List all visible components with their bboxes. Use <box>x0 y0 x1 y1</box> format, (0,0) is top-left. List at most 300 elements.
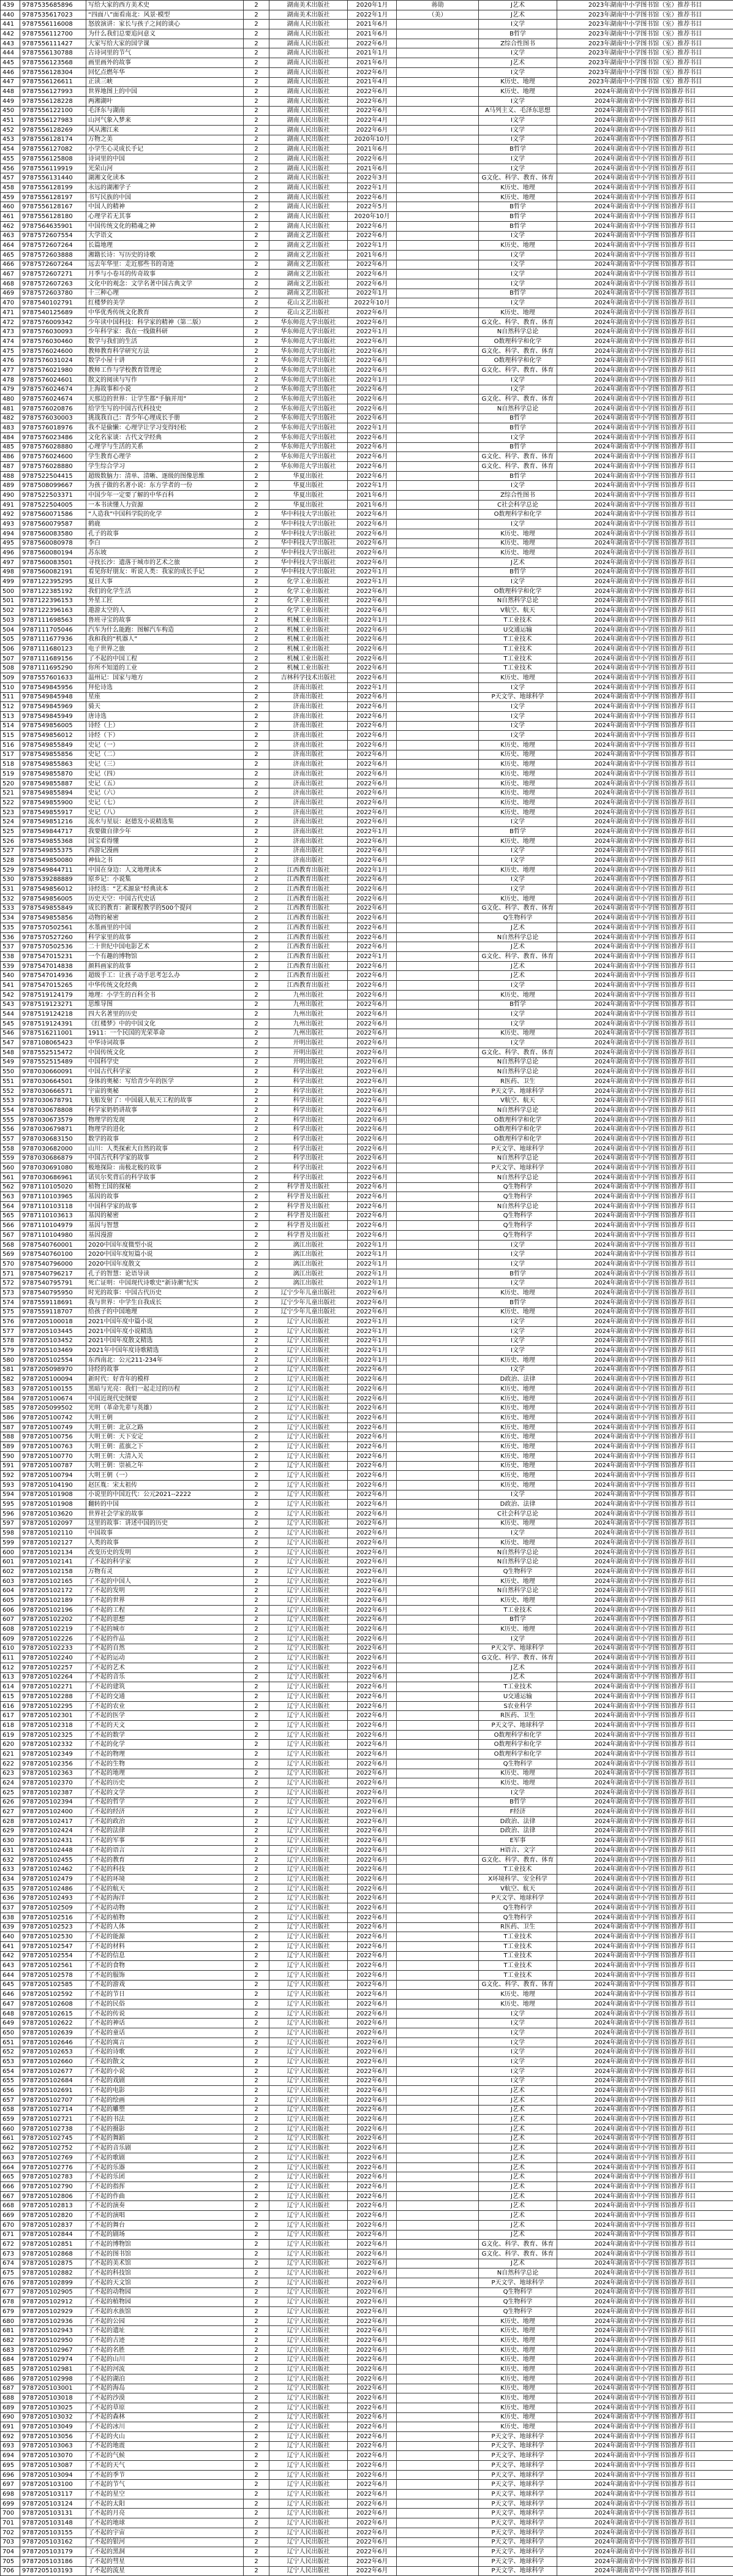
volume-count-cell: 2 <box>244 625 269 635</box>
category-cell: O数理科学和化学 <box>479 1740 557 1750</box>
table-row <box>1 2365 733 2374</box>
isbn-cell: 9787205102899 <box>20 2278 86 2287</box>
publisher-cell: 辽宁人民出版社 <box>269 1605 348 1615</box>
isbn-cell: 9787110104980 <box>20 1231 86 1241</box>
publisher-cell: 辽宁人民出版社 <box>269 1980 348 1990</box>
volume-count-cell: 2 <box>244 2451 269 2461</box>
category-cell: I文学 <box>479 2009 557 2019</box>
table-row <box>1 2412 733 2422</box>
category-cell: O数理科学和化学 <box>479 586 557 596</box>
publisher-cell: 江西教育出版社 <box>269 971 348 981</box>
publisher-cell: 辽宁人民出版社 <box>269 1567 348 1577</box>
list-name-cell: 2024年湖南省中小学图书馆推荐书目 <box>557 1106 733 1116</box>
book-title-cell: 写给大家的西方美术史 <box>86 1 244 10</box>
publisher-cell: 辽宁人民出版社 <box>269 1682 348 1692</box>
book-title-cell: 科学家奶奶讲故事 <box>86 1106 244 1116</box>
row-index-cell: 599 <box>1 1538 20 1548</box>
isbn-cell: 9787205102615 <box>20 2009 86 2019</box>
row-index-cell: 480 <box>1 395 20 404</box>
table-row <box>1 1596 733 1606</box>
publisher-cell: 华中科技大学出版社 <box>269 519 348 529</box>
publish-date-cell: 2022年10月 <box>348 298 397 308</box>
volume-count-cell: 2 <box>244 1865 269 1875</box>
category-cell: I文学 <box>479 846 557 856</box>
publish-date-cell: 2022年6月 <box>348 2144 397 2153</box>
volume-count-cell: 2 <box>244 1288 269 1298</box>
category-cell: I文学 <box>479 1019 557 1029</box>
publish-date-cell: 2022年6月 <box>348 1951 397 1961</box>
author-cell <box>397 1221 479 1231</box>
author-cell <box>397 2028 479 2038</box>
publish-date-cell: 2022年6月 <box>348 586 397 596</box>
publish-date-cell: 2022年6月 <box>348 529 397 538</box>
book-title-cell: 苏东坡 <box>86 548 244 558</box>
table-row <box>1 1567 733 1577</box>
isbn-cell: 9787205102776 <box>20 2162 86 2172</box>
list-name-cell: 2024年湖南省中小学图书馆推荐书目 <box>557 913 733 923</box>
publish-date-cell: 2022年6月 <box>348 2086 397 2096</box>
row-index-cell: 663 <box>1 2153 20 2163</box>
publisher-cell: 辽宁人民出版社 <box>269 2518 348 2528</box>
publish-date-cell: 2022年6月 <box>348 1750 397 1759</box>
list-name-cell: 2024年湖南省中小学图书馆推荐书目 <box>557 2076 733 2086</box>
table-row <box>1 904 733 913</box>
table-row <box>1 2490 733 2499</box>
row-index-cell: 673 <box>1 2249 20 2259</box>
volume-count-cell: 2 <box>244 2345 269 2355</box>
row-index-cell: 459 <box>1 192 20 202</box>
category-cell: I文学 <box>479 2019 557 2028</box>
publisher-cell: 辽宁人民出版社 <box>269 1432 348 1442</box>
category-cell: B哲学 <box>479 221 557 231</box>
publish-date-cell: 2022年6月 <box>348 913 397 923</box>
author-cell <box>397 1547 479 1557</box>
table-row <box>1 1010 733 1019</box>
volume-count-cell: 2 <box>244 87 269 97</box>
author-cell <box>397 1000 479 1010</box>
row-index-cell: 596 <box>1 1509 20 1519</box>
volume-count-cell: 2 <box>244 145 269 154</box>
table-row <box>1 510 733 519</box>
list-name-cell: 2024年湖南省中小学图书馆推荐书目 <box>557 2144 733 2153</box>
list-name-cell: 2024年湖南省中小学图书馆推荐书目 <box>557 1500 733 1509</box>
category-cell: R医药、卫生 <box>479 1922 557 1932</box>
row-index-cell: 515 <box>1 731 20 741</box>
list-name-cell: 2024年湖南省中小学图书馆推荐书目 <box>557 414 733 423</box>
publisher-cell: 辽宁人民出版社 <box>269 1797 348 1807</box>
row-index-cell: 448 <box>1 87 20 97</box>
book-title-cell: 中国古代科学家 <box>86 1067 244 1077</box>
list-name-cell: 2024年湖南省中小学图书馆推荐书目 <box>557 2259 733 2268</box>
table-row <box>1 1346 733 1356</box>
category-cell: G文化、科学、教育、体育 <box>479 2240 557 2249</box>
list-name-cell: 2024年湖南省中小学图书馆推荐书目 <box>557 1317 733 1327</box>
publish-date-cell: 2022年1月 <box>348 952 397 962</box>
category-cell: K历史、地理 <box>479 1442 557 1452</box>
publisher-cell: 机械工业出版社 <box>269 644 348 654</box>
publisher-cell: 湖南人民出版社 <box>269 125 348 135</box>
row-index-cell: 510 <box>1 682 20 692</box>
category-cell: I文学 <box>479 67 557 77</box>
book-title-cell: 改变历史的发明 <box>86 1547 244 1557</box>
publish-date-cell: 2022年6月 <box>348 692 397 702</box>
book-title-cell: 史记（一） <box>86 740 244 750</box>
publish-date-cell: 2022年6月 <box>348 836 397 846</box>
author-cell <box>397 702 479 712</box>
book-title-cell: 国宝看得懂 <box>86 836 244 846</box>
category-cell: B哲学 <box>479 471 557 481</box>
isbn-cell: 9787556128269 <box>20 125 86 135</box>
publisher-cell: 辽宁人民出版社 <box>269 1538 348 1548</box>
row-index-cell: 527 <box>1 846 20 856</box>
row-index-cell: 653 <box>1 2057 20 2067</box>
isbn-cell: 9787205102974 <box>20 2355 86 2365</box>
author-cell <box>397 2278 479 2287</box>
publish-date-cell: 2022年1月 <box>348 375 397 385</box>
isbn-cell: 9787205102196 <box>20 1605 86 1615</box>
table-row <box>1 1000 733 1010</box>
isbn-cell: 9787205102363 <box>20 1769 86 1778</box>
list-name-cell: 2024年湖南省中小学图书馆推荐书目 <box>557 2461 733 2471</box>
list-name-cell: 2024年湖南省中小学图书馆推荐书目 <box>557 432 733 442</box>
table-row <box>1 1096 733 1106</box>
publish-date-cell: 2022年6月 <box>348 885 397 894</box>
table-row <box>1 2566 733 2576</box>
row-index-cell: 549 <box>1 1057 20 1067</box>
table-row <box>1 1644 733 1653</box>
author-cell <box>397 1500 479 1509</box>
book-title-cell: 了不起的小说 <box>86 2066 244 2076</box>
list-name-cell: 2024年湖南省中小学图书馆推荐书目 <box>557 1509 733 1519</box>
publisher-cell: 华东师范大学出版社 <box>269 432 348 442</box>
category-cell: R医药、卫生 <box>479 1711 557 1721</box>
book-title-cell: 星座 <box>86 692 244 702</box>
publish-date-cell: 2022年1月 <box>348 481 397 491</box>
publish-date-cell: 2022年6月 <box>348 308 397 318</box>
category-cell: I文学 <box>479 1634 557 1644</box>
publish-date-cell: 2022年6月 <box>348 1586 397 1596</box>
category-cell: I文学 <box>479 375 557 385</box>
row-index-cell: 618 <box>1 1721 20 1731</box>
list-name-cell: 2024年湖南省中小学图书馆推荐书目 <box>557 96 733 106</box>
publish-date-cell: 2022年6月 <box>348 2547 397 2557</box>
isbn-cell: 9787560083501 <box>20 557 86 567</box>
row-index-cell: 678 <box>1 2297 20 2307</box>
book-title-cell: 了不起的生物 <box>86 1759 244 1769</box>
table-row <box>1 961 733 971</box>
volume-count-cell: 2 <box>244 1913 269 1922</box>
category-cell: N自然科学总论 <box>479 1057 557 1067</box>
isbn-cell: 9787552515472 <box>20 1048 86 1057</box>
publisher-cell: 辽宁人民出版社 <box>269 1634 348 1644</box>
author-cell <box>397 58 479 68</box>
publish-date-cell: 2022年6月 <box>348 2556 397 2566</box>
author-cell <box>397 337 479 347</box>
category-cell: A马列主义、毛泽东思想 <box>479 106 557 116</box>
publisher-cell: 辽宁人民出版社 <box>269 2066 348 2076</box>
table-row <box>1 1029 733 1038</box>
table-row <box>1 154 733 164</box>
list-name-cell: 2024年湖南省中小学图书馆推荐书目 <box>557 1451 733 1461</box>
category-cell: B哲学 <box>479 145 557 154</box>
author-cell <box>397 635 479 644</box>
isbn-cell: 9787110103613 <box>20 1211 86 1221</box>
publisher-cell: 机械工业出版社 <box>269 625 348 635</box>
book-title-cell: 大学语文 <box>86 231 244 241</box>
category-cell: K历史、地理 <box>479 77 557 87</box>
row-index-cell: 449 <box>1 96 20 106</box>
publish-date-cell: 2022年6月 <box>348 1865 397 1875</box>
table-row <box>1 2307 733 2317</box>
publish-date-cell: 2022年6月 <box>348 1557 397 1567</box>
book-title-cell: 了不起的航天 <box>86 1884 244 1894</box>
book-title-cell: 光荣山河 <box>86 164 244 173</box>
volume-count-cell: 2 <box>244 1634 269 1644</box>
list-name-cell: 2024年湖南省中小学图书馆推荐书目 <box>557 894 733 904</box>
publisher-cell: 辽宁人民出版社 <box>269 2461 348 2471</box>
list-name-cell: 2024年湖南省中小学图书馆推荐书目 <box>557 2201 733 2211</box>
publish-date-cell: 2022年6月 <box>348 1682 397 1692</box>
publisher-cell: 辽宁人民出版社 <box>269 2019 348 2028</box>
publish-date-cell: 2022年3月 <box>348 173 397 183</box>
publish-date-cell: 2022年6月 <box>348 1432 397 1442</box>
table-row <box>1 308 733 318</box>
publish-date-cell: 2022年6月 <box>348 2047 397 2057</box>
isbn-cell: 9787205102455 <box>20 1855 86 1865</box>
isbn-cell: 9787556130788 <box>20 48 86 58</box>
publisher-cell: 辽宁人民出版社 <box>269 2470 348 2480</box>
author-cell <box>397 154 479 164</box>
book-title-cell: 孔子的故事 <box>86 529 244 538</box>
book-title-cell: 中国科学家的故事 <box>86 1201 244 1211</box>
isbn-cell: 9787205102110 <box>20 1528 86 1538</box>
table-row <box>1 2172 733 2182</box>
table-row <box>1 2461 733 2471</box>
author-cell <box>397 1855 479 1865</box>
table-row <box>1 519 733 529</box>
author-cell <box>397 2201 479 2211</box>
list-name-cell: 2024年湖南省中小学图书馆推荐书目 <box>557 529 733 538</box>
publisher-cell: 辽宁人民出版社 <box>269 2528 348 2537</box>
book-title-cell: 中华传统文化经典 <box>86 981 244 991</box>
row-index-cell: 624 <box>1 1778 20 1788</box>
publisher-cell: 辽宁人民出版社 <box>269 1490 348 1500</box>
book-title-cell: 了不起的交通 <box>86 1692 244 1702</box>
publish-date-cell: 2022年6月 <box>348 2566 397 2576</box>
book-title-cell: 数学小屋十讲 <box>86 356 244 366</box>
table-row <box>1 77 733 87</box>
book-title-cell: 二十世纪中国电影艺术 <box>86 942 244 952</box>
isbn-cell: 9787205102349 <box>20 1750 86 1759</box>
publish-date-cell: 2022年6月 <box>348 1769 397 1778</box>
publisher-cell: 辽宁人民出版社 <box>269 2384 348 2393</box>
volume-count-cell: 2 <box>244 1941 269 1951</box>
author-cell <box>397 2153 479 2163</box>
author-cell <box>397 885 479 894</box>
book-title-cell: 山河气象入梦来 <box>86 116 244 126</box>
author-cell <box>397 2431 479 2441</box>
list-name-cell: 2023年湖南中小学图书馆（室）推荐书目 <box>557 29 733 39</box>
publisher-cell: 辽宁人民出版社 <box>269 1547 348 1557</box>
category-cell: J艺术 <box>479 2115 557 2125</box>
table-row <box>1 2038 733 2047</box>
row-index-cell: 440 <box>1 10 20 20</box>
list-name-cell: 2024年湖南省中小学图书馆推荐书目 <box>557 2345 733 2355</box>
table-row <box>1 1038 733 1048</box>
isbn-cell: 9787205102592 <box>20 1990 86 2000</box>
author-cell <box>397 173 479 183</box>
publisher-cell: 辽宁人民出版社 <box>269 1317 348 1327</box>
table-row <box>1 1432 733 1442</box>
publish-date-cell: 2022年6月 <box>348 673 397 683</box>
table-row <box>1 625 733 635</box>
category-cell: I文学 <box>479 2038 557 2047</box>
publisher-cell: 湖南人民出版社 <box>269 192 348 202</box>
author-cell <box>397 2528 479 2537</box>
row-index-cell: 667 <box>1 2191 20 2201</box>
table-row <box>1 1048 733 1057</box>
table-row <box>1 606 733 616</box>
author-cell <box>397 1884 479 1894</box>
volume-count-cell: 2 <box>244 1663 269 1672</box>
publish-date-cell: 2022年1月 <box>348 682 397 692</box>
table-row <box>1 2201 733 2211</box>
author-cell <box>397 654 479 663</box>
publisher-cell: 济南出版社 <box>269 731 348 741</box>
book-title-cell: 了不起的化学 <box>86 1740 244 1750</box>
row-index-cell: 686 <box>1 2374 20 2384</box>
publisher-cell: 辽宁人民出版社 <box>269 2326 348 2336</box>
row-index-cell: 502 <box>1 606 20 616</box>
volume-count-cell: 2 <box>244 2124 269 2134</box>
publisher-cell: 江西教育出版社 <box>269 894 348 904</box>
table-row <box>1 577 733 587</box>
author-cell <box>397 2076 479 2086</box>
isbn-cell: 9787205102585 <box>20 1980 86 1990</box>
book-title-cell: 挑战我自己：青少年心理成长手册 <box>86 414 244 423</box>
list-name-cell: 2024年湖南省中小学图书馆推荐书目 <box>557 2470 733 2480</box>
publisher-cell: 辽宁人民出版社 <box>269 1865 348 1875</box>
isbn-cell: 9787205102639 <box>20 2028 86 2038</box>
book-title-cell: 李白 <box>86 538 244 548</box>
list-name-cell: 2024年湖南省中小学图书馆推荐书目 <box>557 2451 733 2461</box>
book-title-cell: 了不起的宇宙 <box>86 2528 244 2537</box>
row-index-cell: 441 <box>1 20 20 29</box>
publisher-cell: 湖南美术出版社 <box>269 1 348 10</box>
author-cell <box>397 1557 479 1567</box>
list-name-cell: 2024年湖南省中小学图书馆推荐书目 <box>557 1077 733 1087</box>
table-row <box>1 1692 733 1702</box>
list-name-cell: 2024年湖南省中小学图书馆推荐书目 <box>557 1394 733 1403</box>
book-title-cell: 大明王朝：北京之路 <box>86 1422 244 1432</box>
table-row <box>1 2086 733 2096</box>
publisher-cell: 辽宁人民出版社 <box>269 2509 348 2518</box>
publish-date-cell: 2022年6月 <box>348 1182 397 1192</box>
publish-date-cell: 2022年1月 <box>348 183 397 193</box>
category-cell: I文学 <box>479 1317 557 1327</box>
row-index-cell: 671 <box>1 2230 20 2240</box>
list-name-cell: 2024年湖南省中小学图书馆推荐书目 <box>557 2086 733 2096</box>
list-name-cell: 2024年湖南省中小学图书馆推荐书目 <box>557 1701 733 1711</box>
list-name-cell: 2024年湖南省中小学图书馆推荐书目 <box>557 491 733 500</box>
table-row <box>1 1663 733 1672</box>
row-index-cell: 654 <box>1 2066 20 2076</box>
book-title-cell: 万物之美 <box>86 135 244 145</box>
row-index-cell: 641 <box>1 1941 20 1951</box>
isbn-cell: 9787205102448 <box>20 1846 86 1856</box>
author-cell <box>397 913 479 923</box>
row-index-cell: 607 <box>1 1615 20 1625</box>
category-cell: X环境科学、安全科学 <box>479 1875 557 1884</box>
volume-count-cell: 2 <box>244 740 269 750</box>
category-cell: K历史、地理 <box>479 2365 557 2374</box>
book-title-cell: 了不起的诗歌 <box>86 2047 244 2057</box>
list-name-cell: 2024年湖南省中小学图书馆推荐书目 <box>557 2162 733 2172</box>
book-title-cell: 中国人的精神 <box>86 202 244 212</box>
publish-date-cell: 2022年6月 <box>348 1970 397 1980</box>
row-index-cell: 585 <box>1 1403 20 1413</box>
publisher-cell: 九州出版社 <box>269 1010 348 1019</box>
list-name-cell: 2024年湖南省中小学图书馆推荐书目 <box>557 942 733 952</box>
volume-count-cell: 2 <box>244 1297 269 1307</box>
volume-count-cell: 2 <box>244 1653 269 1663</box>
volume-count-cell: 2 <box>244 519 269 529</box>
row-index-cell: 659 <box>1 2115 20 2125</box>
publish-date-cell: 2022年1月 <box>348 577 397 587</box>
publish-date-cell: 2022年1月 <box>348 567 397 577</box>
table-row <box>1 1077 733 1087</box>
isbn-cell: 9787110103965 <box>20 1192 86 1202</box>
isbn-cell: 9787205102912 <box>20 2297 86 2307</box>
publish-date-cell: 2022年6月 <box>348 1903 397 1913</box>
book-title-cell: 诗经（下） <box>86 731 244 741</box>
book-title-cell: 史记（二） <box>86 750 244 760</box>
book-title-cell: 了不起的季节 <box>86 2470 244 2480</box>
table-row <box>1 1836 733 1846</box>
volume-count-cell: 2 <box>244 1096 269 1106</box>
volume-count-cell: 2 <box>244 529 269 538</box>
author-cell <box>397 2374 479 2384</box>
table-row <box>1 2240 733 2249</box>
table-row <box>1 1182 733 1192</box>
publisher-cell: 辽宁人民出版社 <box>269 1701 348 1711</box>
author-cell <box>397 1086 479 1096</box>
row-index-cell: 593 <box>1 1480 20 1490</box>
category-cell: J艺术 <box>479 2105 557 2115</box>
publish-date-cell: 2022年6月 <box>348 2537 397 2547</box>
book-title-cell: 了不起的科技 <box>86 1865 244 1875</box>
list-name-cell: 2024年湖南省中小学图书馆推荐书目 <box>557 164 733 173</box>
volume-count-cell: 2 <box>244 1567 269 1577</box>
table-row <box>1 67 733 77</box>
row-index-cell: 587 <box>1 1422 20 1432</box>
list-name-cell: 2024年湖南省中小学图书馆推荐书目 <box>557 711 733 721</box>
row-index-cell: 485 <box>1 442 20 452</box>
row-index-cell: 442 <box>1 29 20 39</box>
publisher-cell: 化学工业出版社 <box>269 577 348 587</box>
author-cell <box>397 1596 479 1606</box>
row-index-cell: 623 <box>1 1769 20 1778</box>
table-row <box>1 10 733 20</box>
book-title-cell: 基因的故事 <box>86 1192 244 1202</box>
publisher-cell: 济南出版社 <box>269 856 348 866</box>
table-row <box>1 1326 733 1336</box>
volume-count-cell: 2 <box>244 2441 269 2451</box>
row-index-cell: 580 <box>1 1355 20 1365</box>
author-cell <box>397 663 479 673</box>
isbn-cell: 9787205103032 <box>20 2412 86 2422</box>
volume-count-cell: 2 <box>244 1586 269 1596</box>
